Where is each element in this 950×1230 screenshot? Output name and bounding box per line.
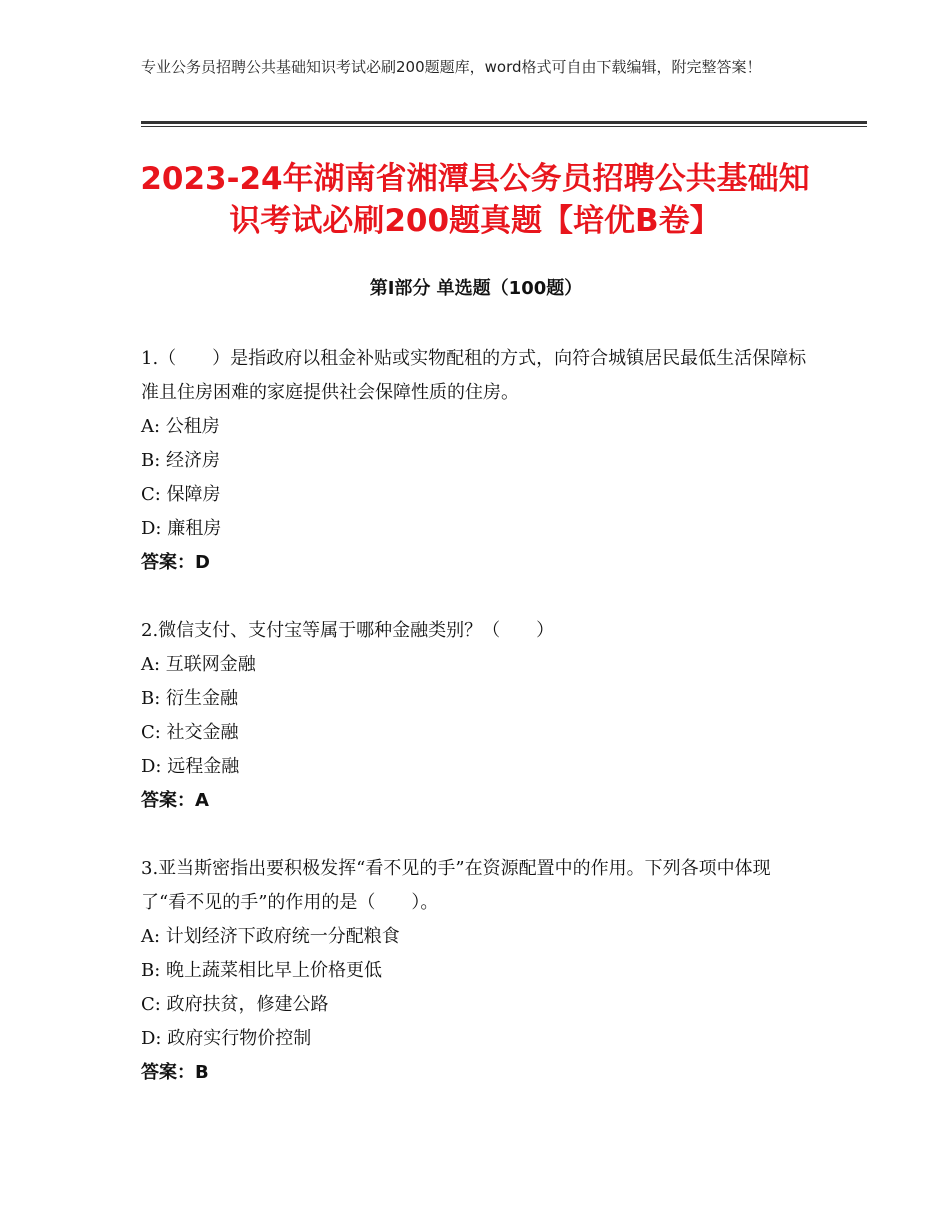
header-note: 专业公务员招聘公共基础知识考试必刷200题题库，word格式可自由下载编辑，附完整答案！	[141, 58, 762, 76]
question-stem: 3.亚当斯密指出要积极发挥“看不见的手”在资源配置中的作用。下列各项中体现了“看不见的手”的作用的是（ ）。	[141, 858, 771, 913]
option-d: D: 廉租房	[141, 518, 222, 539]
question-3	[141, 852, 811, 1090]
answer: 答案：B	[141, 1062, 209, 1083]
option-b: B: 晚上蔬菜相比早上价格更低	[141, 960, 383, 981]
header-rule-thick	[141, 121, 867, 124]
section-title: 第Ⅰ部分 单选题（100题）	[369, 278, 583, 299]
option-b: B: 衍生金融	[141, 688, 239, 709]
option-c: C: 保障房	[141, 484, 221, 505]
option-b: B: 经济房	[141, 450, 221, 471]
question-1	[141, 342, 811, 580]
option-d: D: 政府实行物价控制	[141, 1028, 312, 1049]
option-c: C: 社交金融	[141, 722, 239, 743]
header-rule-thin	[141, 126, 867, 127]
answer: 答案：A	[141, 790, 209, 811]
question-2	[141, 614, 811, 818]
option-a: A: 公租房	[141, 416, 220, 437]
question-list	[141, 342, 811, 1124]
option-c: C: 政府扶贫，修建公路	[141, 994, 329, 1015]
question-stem: 2.微信支付、支付宝等属于哪种金融类别？（ ）	[141, 620, 555, 641]
question-stem: 1.（ ）是指政府以租金补贴或实物配租的方式，向符合城镇居民最低生活保障标准且住房困难的家庭提供社会保障性质的住房。	[141, 348, 807, 403]
option-a: A: 计划经济下政府统一分配粮食	[141, 926, 400, 947]
option-a: A: 互联网金融	[141, 654, 256, 675]
answer: 答案：D	[141, 552, 210, 573]
option-d: D: 远程金融	[141, 756, 240, 777]
document-title: 2023-24年湖南省湘潭县公务员招聘公共基础知识考试必刷200题真题【培优B卷】	[140, 161, 810, 239]
